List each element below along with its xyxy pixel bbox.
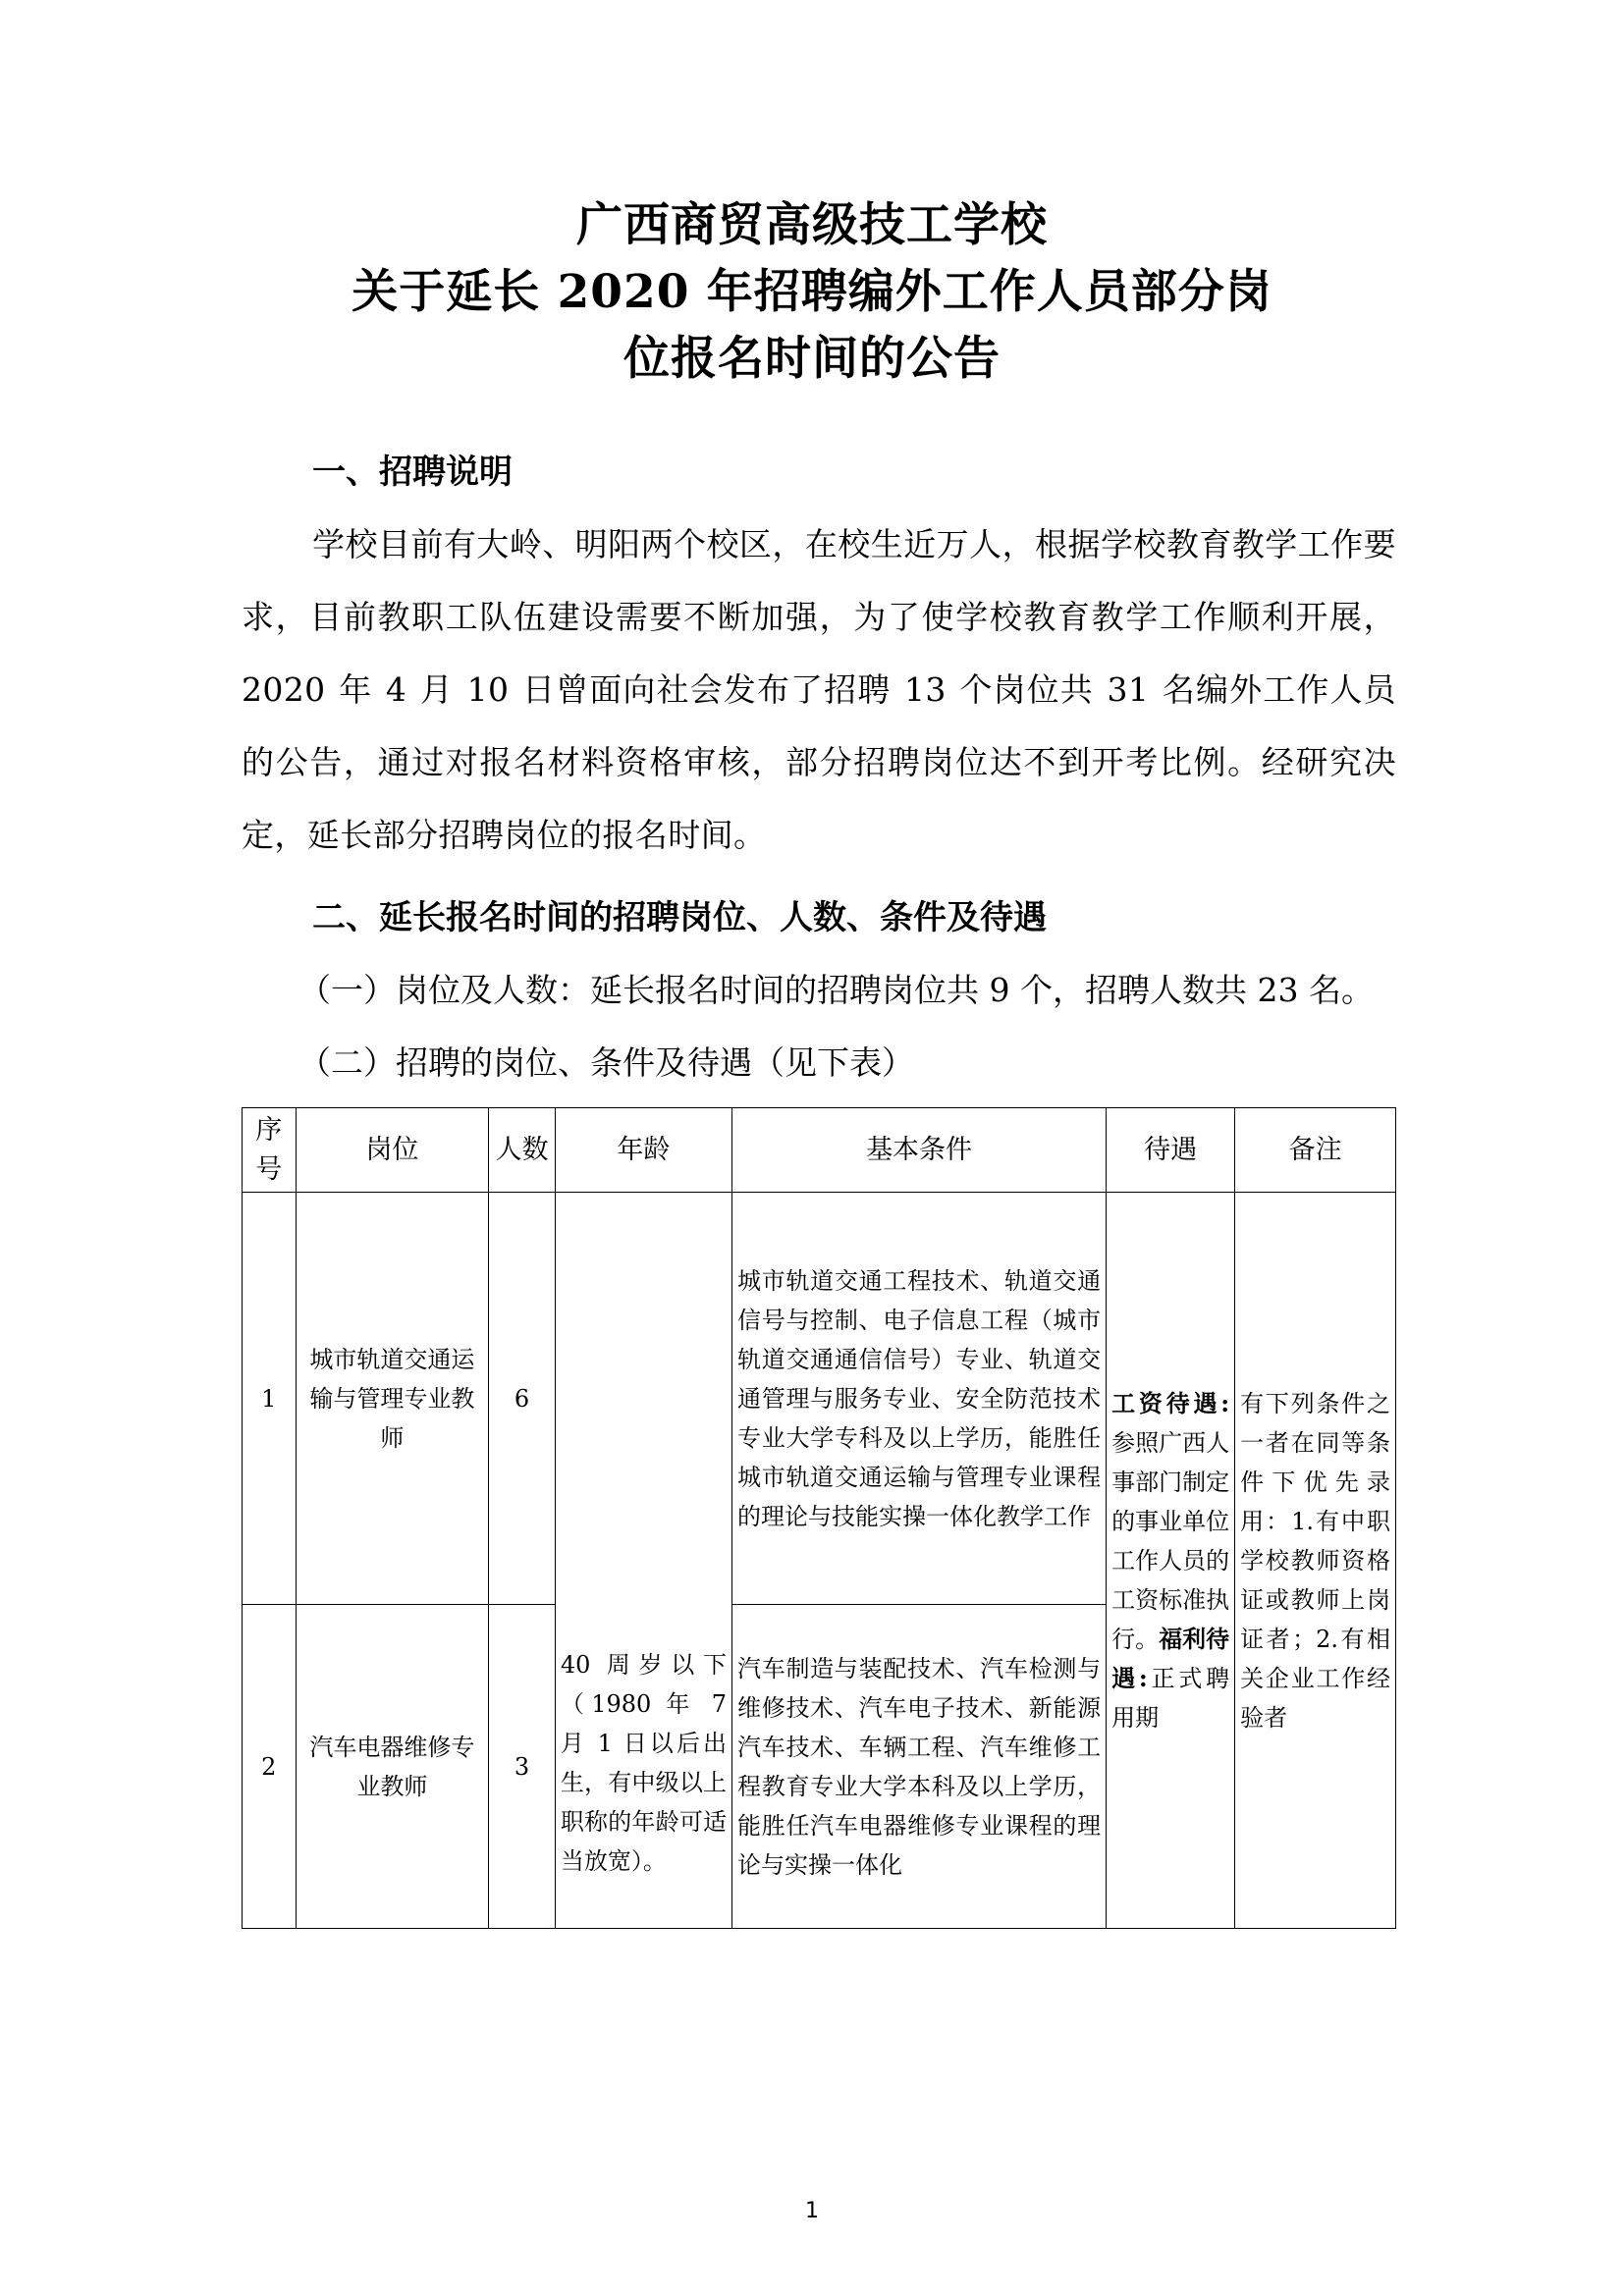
th-age: 年龄 (555, 1108, 731, 1193)
title-line-2: 关于延长 2020 年招聘编外工作人员部分岗 (352, 265, 1272, 319)
cell-remarks: 有下列条件之一者在同等条件下优先录用：1.有中职学校教师资格证或教师上岗证者；2.有相关企业工作经验者 (1235, 1193, 1396, 1929)
th-basic-conditions: 基本条件 (732, 1108, 1107, 1193)
th-post: 岗位 (296, 1108, 489, 1193)
section-heading-1: 一、招聘说明 (312, 453, 513, 492)
table-row (243, 1193, 1396, 1605)
treatment-welfare-label: 福利待遇: (1111, 1624, 1230, 1692)
title-line-3: 位报名时间的公告 (623, 332, 1001, 386)
th-serial-number: 序号 (243, 1108, 297, 1193)
cell-basic-conditions: 城市轨道交通工程技术、轨道交通信号与控制、电子信息工程（城市轨道交通通信信号）专业、轨道交通管理与服务专业、安全防范技术专业大学专科及以上学历，能胜任城市轨道交通运输与管理专业课程的理论与技能实操一体化教学工作 (732, 1193, 1107, 1605)
section-2-item-1: （一）岗位及人数：延长报名时间的招聘岗位共 9 个，招聘人数共 23 名。 (298, 971, 1374, 1009)
document-body (228, 436, 1396, 1099)
cell-age (555, 1193, 731, 1929)
section-heading-2: 二、延长报名时间的招聘岗位、人数、条件及待遇 (312, 898, 1047, 937)
cell-treatment (1107, 1193, 1235, 1929)
cell-serial-number: 1 (243, 1193, 297, 1605)
cell-count: 6 (489, 1193, 556, 1605)
treatment-wage-text: 参照广西人事部门制定的事业单位工作人员的工资标准执行。 (1111, 1428, 1230, 1653)
cell-basic-conditions: 汽车制造与装配技术、汽车检测与维修技术、汽车电子技术、新能源汽车技术、车辆工程、汽车维修工程教育专业大学本科及以上学历，能胜任汽车电器维修专业课程的理论与实操一体化 (732, 1605, 1107, 1929)
treatment-welfare-text: 正式聘用期 (1111, 1664, 1230, 1732)
th-count: 人数 (489, 1108, 556, 1193)
document-title (0, 0, 1624, 393)
section-2-item-2: （二）招聘的岗位、条件及待遇（见下表） (298, 1043, 914, 1082)
cell-age-text: 40 周岁以下（1980 年 7 月 1 日以后出生，有中级以上职称的年龄可适当放宽）。 (560, 1650, 728, 1875)
th-treatment: 待遇 (1107, 1108, 1235, 1193)
cell-serial-number: 2 (243, 1605, 297, 1929)
page-number: 1 (805, 2199, 819, 2223)
title-line-1: 广西商贸高级技工学校 (576, 198, 1048, 252)
cell-count: 3 (489, 1605, 556, 1929)
th-remarks: 备注 (1235, 1108, 1396, 1193)
cell-post: 汽车电器维修专业教师 (296, 1605, 489, 1929)
section-1-paragraph: 学校目前有大岭、明阳两个校区，在校生近万人，根据学校教育教学工作要求，目前教职工队伍建设需要不断加强，为了使学校教育教学工作顺利开展，2020 年 4 月 10 日曾面向社会发布了招聘 13 个岗位共 31 名编外工作人员的公告，通过对报名材料资格审核，部分招聘岗位达不到开考比例。经研究决定，延长部分招聘岗位的报名时间。 (242, 525, 1396, 854)
table-header-row (243, 1108, 1396, 1193)
treatment-wage-label: 工资待遇: (1111, 1388, 1230, 1417)
cell-post: 城市轨道交通运输与管理专业教师 (296, 1193, 489, 1605)
jobs-table-container (228, 1107, 1396, 1929)
jobs-table (242, 1107, 1396, 1929)
